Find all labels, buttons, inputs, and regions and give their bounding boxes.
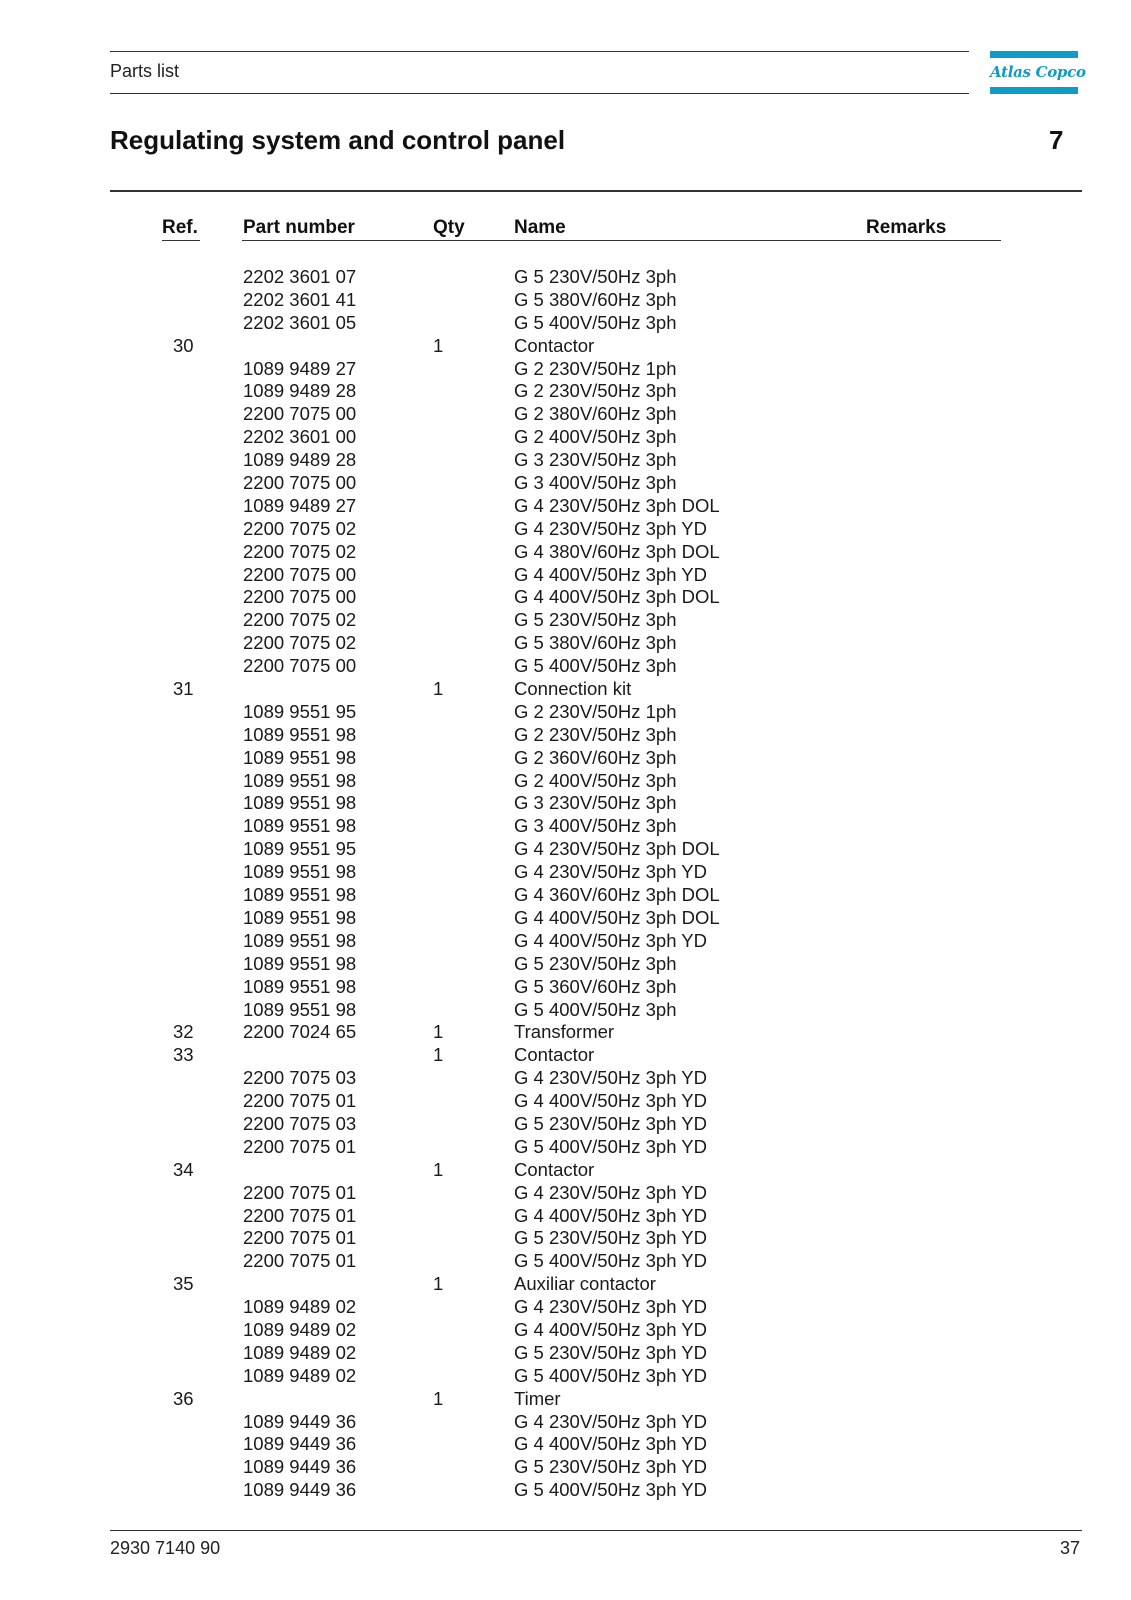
qty-cell: 1 — [433, 1387, 444, 1409]
logo-top-bar — [990, 51, 1078, 58]
part-number-cell: 2200 7075 02 — [243, 517, 357, 539]
name-cell: G 5 400V/50Hz 3ph YD — [514, 1135, 708, 1157]
name-cell: G 5 230V/50Hz 3ph — [514, 952, 677, 974]
name-cell: G 5 380V/60Hz 3ph — [514, 288, 677, 310]
table-row — [0, 838, 1131, 861]
parts-table — [0, 266, 1131, 1502]
document-number: 2930 7140 90 — [110, 1538, 221, 1558]
table-row — [0, 976, 1131, 999]
part-number-cell: 1089 9489 02 — [243, 1296, 357, 1318]
name-cell: G 4 360V/60Hz 3ph DOL — [514, 884, 720, 906]
table-row — [0, 1136, 1131, 1159]
part-number-cell: 1089 9551 98 — [243, 998, 357, 1020]
part-number-cell: 1089 9551 95 — [243, 838, 357, 860]
part-number-cell: 1089 9551 98 — [243, 815, 357, 837]
part-number-cell: 2200 7075 00 — [243, 563, 357, 585]
table-row — [0, 953, 1131, 976]
name-cell: G 3 400V/50Hz 3ph — [514, 815, 677, 837]
column-header-name: Name — [514, 217, 566, 238]
table-row — [0, 609, 1131, 632]
name-cell: G 2 400V/50Hz 3ph — [514, 769, 677, 791]
table-row — [0, 770, 1131, 793]
part-number-cell: 2200 7075 00 — [243, 586, 357, 608]
part-number-cell: 1089 9489 02 — [243, 1341, 357, 1363]
name-cell: G 3 400V/50Hz 3ph — [514, 472, 677, 494]
part-number-cell: 1089 9489 27 — [243, 357, 357, 379]
table-row — [0, 358, 1131, 381]
table-row — [0, 930, 1131, 953]
table-row — [0, 495, 1131, 518]
table-row — [0, 1090, 1131, 1113]
name-cell: G 4 400V/50Hz 3ph YD — [514, 929, 708, 951]
table-row — [0, 403, 1131, 426]
table-row — [0, 312, 1131, 335]
table-row — [0, 907, 1131, 930]
part-number-cell: 1089 9551 98 — [243, 769, 357, 791]
table-row — [0, 472, 1131, 495]
name-cell: Auxiliar contactor — [514, 1273, 656, 1295]
part-number-cell: 1089 9449 36 — [243, 1410, 357, 1432]
part-number-cell: 2200 7075 03 — [243, 1067, 357, 1089]
name-cell: G 5 400V/50Hz 3ph YD — [514, 1250, 708, 1272]
name-cell: Transformer — [514, 1021, 615, 1043]
part-number-cell: 2200 7075 03 — [243, 1112, 357, 1134]
name-cell: Connection kit — [514, 678, 632, 700]
name-cell: Timer — [514, 1387, 561, 1409]
table-row — [0, 1273, 1131, 1296]
part-number-cell: 2200 7075 00 — [243, 403, 357, 425]
table-row — [0, 518, 1131, 541]
part-number-cell: 2200 7075 01 — [243, 1135, 357, 1157]
part-number-cell: 2200 7075 01 — [243, 1204, 357, 1226]
qty-cell: 1 — [433, 1044, 444, 1066]
table-row — [0, 1319, 1131, 1342]
qty-cell: 1 — [433, 334, 444, 356]
table-row — [0, 289, 1131, 312]
name-cell: G 2 360V/60Hz 3ph — [514, 746, 677, 768]
name-cell: G 5 230V/50Hz 3ph YD — [514, 1456, 708, 1478]
table-row — [0, 747, 1131, 770]
table-row — [0, 1250, 1131, 1273]
table-row — [0, 701, 1131, 724]
name-cell: G 4 230V/50Hz 3ph YD — [514, 517, 708, 539]
part-number-cell: 1089 9489 02 — [243, 1364, 357, 1386]
part-number-cell: 1089 9489 28 — [243, 380, 357, 402]
name-cell: G 5 400V/50Hz 3ph — [514, 998, 677, 1020]
column-header-part-number: Part number — [243, 217, 355, 238]
table-row — [0, 724, 1131, 747]
table-row — [0, 1388, 1131, 1411]
table-row — [0, 884, 1131, 907]
name-cell: G 2 230V/50Hz 1ph — [514, 357, 677, 379]
name-cell: Contactor — [514, 334, 595, 356]
part-number-cell: 1089 9551 98 — [243, 884, 357, 906]
name-cell: G 5 230V/50Hz 3ph YD — [514, 1227, 708, 1249]
part-number-cell: 1089 9551 98 — [243, 952, 357, 974]
part-number-cell: 1089 9551 98 — [243, 861, 357, 883]
name-cell: G 2 230V/50Hz 1ph — [514, 700, 677, 722]
part-number-cell: 2200 7075 01 — [243, 1090, 357, 1112]
header-bottom-rule — [110, 93, 969, 94]
table-row — [0, 1433, 1131, 1456]
column-header-rule — [242, 240, 1001, 241]
part-number-cell: 2200 7075 01 — [243, 1181, 357, 1203]
part-number-cell: 2202 3601 00 — [243, 426, 357, 448]
table-row — [0, 999, 1131, 1022]
name-cell: G 4 230V/50Hz 3ph DOL — [514, 838, 720, 860]
part-number-cell: 2202 3601 07 — [243, 266, 357, 287]
name-cell: G 4 400V/50Hz 3ph YD — [514, 1433, 708, 1455]
table-row — [0, 1021, 1131, 1044]
ref-cell: 30 — [173, 334, 194, 356]
table-row — [0, 564, 1131, 587]
table-row — [0, 1205, 1131, 1228]
table-row — [0, 815, 1131, 838]
name-cell: G 5 400V/50Hz 3ph — [514, 655, 677, 677]
ref-cell: 33 — [173, 1044, 194, 1066]
table-row — [0, 1411, 1131, 1434]
name-cell: G 4 230V/50Hz 3ph DOL — [514, 494, 720, 516]
table-row — [0, 1365, 1131, 1388]
name-cell: G 4 400V/50Hz 3ph YD — [514, 563, 708, 585]
table-row — [0, 1227, 1131, 1250]
ref-cell: 36 — [173, 1387, 194, 1409]
ref-cell: 35 — [173, 1273, 194, 1295]
part-number-cell: 1089 9449 36 — [243, 1433, 357, 1455]
name-cell: G 2 230V/50Hz 3ph — [514, 380, 677, 402]
part-number-cell: 2202 3601 41 — [243, 288, 357, 310]
header-top-rule — [110, 51, 969, 52]
table-row — [0, 792, 1131, 815]
name-cell: G 4 230V/50Hz 3ph YD — [514, 861, 708, 883]
part-number-cell: 2200 7075 00 — [243, 655, 357, 677]
name-cell: G 2 400V/50Hz 3ph — [514, 426, 677, 448]
table-row — [0, 1159, 1131, 1182]
section-label: Parts list — [110, 61, 180, 81]
qty-cell: 1 — [433, 678, 444, 700]
table-row — [0, 1479, 1131, 1502]
ref-cell: 34 — [173, 1158, 194, 1180]
part-number-cell: 2200 7075 02 — [243, 609, 357, 631]
part-number-cell: 2200 7075 01 — [243, 1250, 357, 1272]
part-number-cell: 2200 7024 65 — [243, 1021, 357, 1043]
table-row — [0, 1456, 1131, 1479]
table-row — [0, 861, 1131, 884]
qty-cell: 1 — [433, 1273, 444, 1295]
part-number-cell: 1089 9489 27 — [243, 494, 357, 516]
table-row — [0, 586, 1131, 609]
name-cell: G 5 230V/50Hz 3ph — [514, 609, 677, 631]
column-header-rule-ref — [162, 240, 200, 241]
part-number-cell: 2200 7075 02 — [243, 540, 357, 562]
table-row — [0, 678, 1131, 701]
name-cell: G 5 230V/50Hz 3ph — [514, 266, 677, 287]
name-cell: G 4 230V/50Hz 3ph YD — [514, 1067, 708, 1089]
part-number-cell: 1089 9489 02 — [243, 1318, 357, 1340]
name-cell: G 4 230V/50Hz 3ph YD — [514, 1410, 708, 1432]
part-number-cell: 2200 7075 02 — [243, 632, 357, 654]
table-row — [0, 380, 1131, 403]
column-header-remarks: Remarks — [866, 217, 947, 238]
table-row — [0, 426, 1131, 449]
part-number-cell: 1089 9449 36 — [243, 1479, 357, 1501]
name-cell: G 2 230V/50Hz 3ph — [514, 723, 677, 745]
name-cell: G 4 400V/50Hz 3ph YD — [514, 1204, 708, 1226]
table-row — [0, 1296, 1131, 1319]
title-rule — [110, 190, 1082, 192]
name-cell: G 4 400V/50Hz 3ph YD — [514, 1318, 708, 1340]
table-row — [0, 335, 1131, 358]
part-number-cell: 1089 9551 98 — [243, 746, 357, 768]
name-cell: G 4 230V/50Hz 3ph YD — [514, 1296, 708, 1318]
name-cell: G 2 380V/60Hz 3ph — [514, 403, 677, 425]
part-number-cell: 1089 9551 98 — [243, 975, 357, 997]
part-number-cell: 1089 9551 98 — [243, 906, 357, 928]
table-row — [0, 1044, 1131, 1067]
name-cell: G 5 360V/60Hz 3ph — [514, 975, 677, 997]
chapter-number: 7 — [1049, 125, 1064, 155]
part-number-cell: 2200 7075 00 — [243, 472, 357, 494]
table-row — [0, 266, 1131, 289]
name-cell: G 4 400V/50Hz 3ph DOL — [514, 586, 720, 608]
qty-cell: 1 — [433, 1021, 444, 1043]
part-number-cell: 2202 3601 05 — [243, 311, 357, 333]
part-number-cell: 1089 9551 98 — [243, 723, 357, 745]
brand-logo — [990, 51, 1086, 94]
name-cell: G 4 400V/50Hz 3ph DOL — [514, 906, 720, 928]
table-row — [0, 1113, 1131, 1136]
logo-text: Atlas Copco — [990, 63, 1086, 81]
table-row — [0, 632, 1131, 655]
page-title: Regulating system and control panel — [110, 125, 566, 155]
name-cell: G 3 230V/50Hz 3ph — [514, 792, 677, 814]
table-row — [0, 655, 1131, 678]
page-number: 37 — [1059, 1538, 1080, 1558]
part-number-cell: 1089 9551 98 — [243, 929, 357, 951]
name-cell: G 5 380V/60Hz 3ph — [514, 632, 677, 654]
footer-rule — [110, 1530, 1082, 1531]
table-row — [0, 449, 1131, 472]
name-cell: G 4 400V/50Hz 3ph YD — [514, 1090, 708, 1112]
table-row — [0, 541, 1131, 564]
logo-bottom-bar — [990, 87, 1078, 94]
ref-cell: 32 — [173, 1021, 194, 1043]
column-header-ref: Ref. — [162, 217, 198, 238]
name-cell: G 4 380V/60Hz 3ph DOL — [514, 540, 720, 562]
part-number-cell: 1089 9551 98 — [243, 792, 357, 814]
qty-cell: 1 — [433, 1158, 444, 1180]
table-row — [0, 1067, 1131, 1090]
name-cell: Contactor — [514, 1158, 595, 1180]
part-number-cell: 1089 9449 36 — [243, 1456, 357, 1478]
ref-cell: 31 — [173, 678, 194, 700]
name-cell: G 5 400V/50Hz 3ph YD — [514, 1364, 708, 1386]
column-header-qty: Qty — [433, 217, 465, 238]
name-cell: G 5 230V/50Hz 3ph YD — [514, 1341, 708, 1363]
name-cell: G 5 230V/50Hz 3ph YD — [514, 1112, 708, 1134]
table-row — [0, 1182, 1131, 1205]
part-number-cell: 2200 7075 01 — [243, 1227, 357, 1249]
name-cell: G 5 400V/50Hz 3ph YD — [514, 1479, 708, 1501]
name-cell: G 5 400V/50Hz 3ph — [514, 311, 677, 333]
table-row — [0, 1342, 1131, 1365]
part-number-cell: 1089 9489 28 — [243, 449, 357, 471]
name-cell: G 3 230V/50Hz 3ph — [514, 449, 677, 471]
part-number-cell: 1089 9551 95 — [243, 700, 357, 722]
name-cell: G 4 230V/50Hz 3ph YD — [514, 1181, 708, 1203]
name-cell: Contactor — [514, 1044, 595, 1066]
